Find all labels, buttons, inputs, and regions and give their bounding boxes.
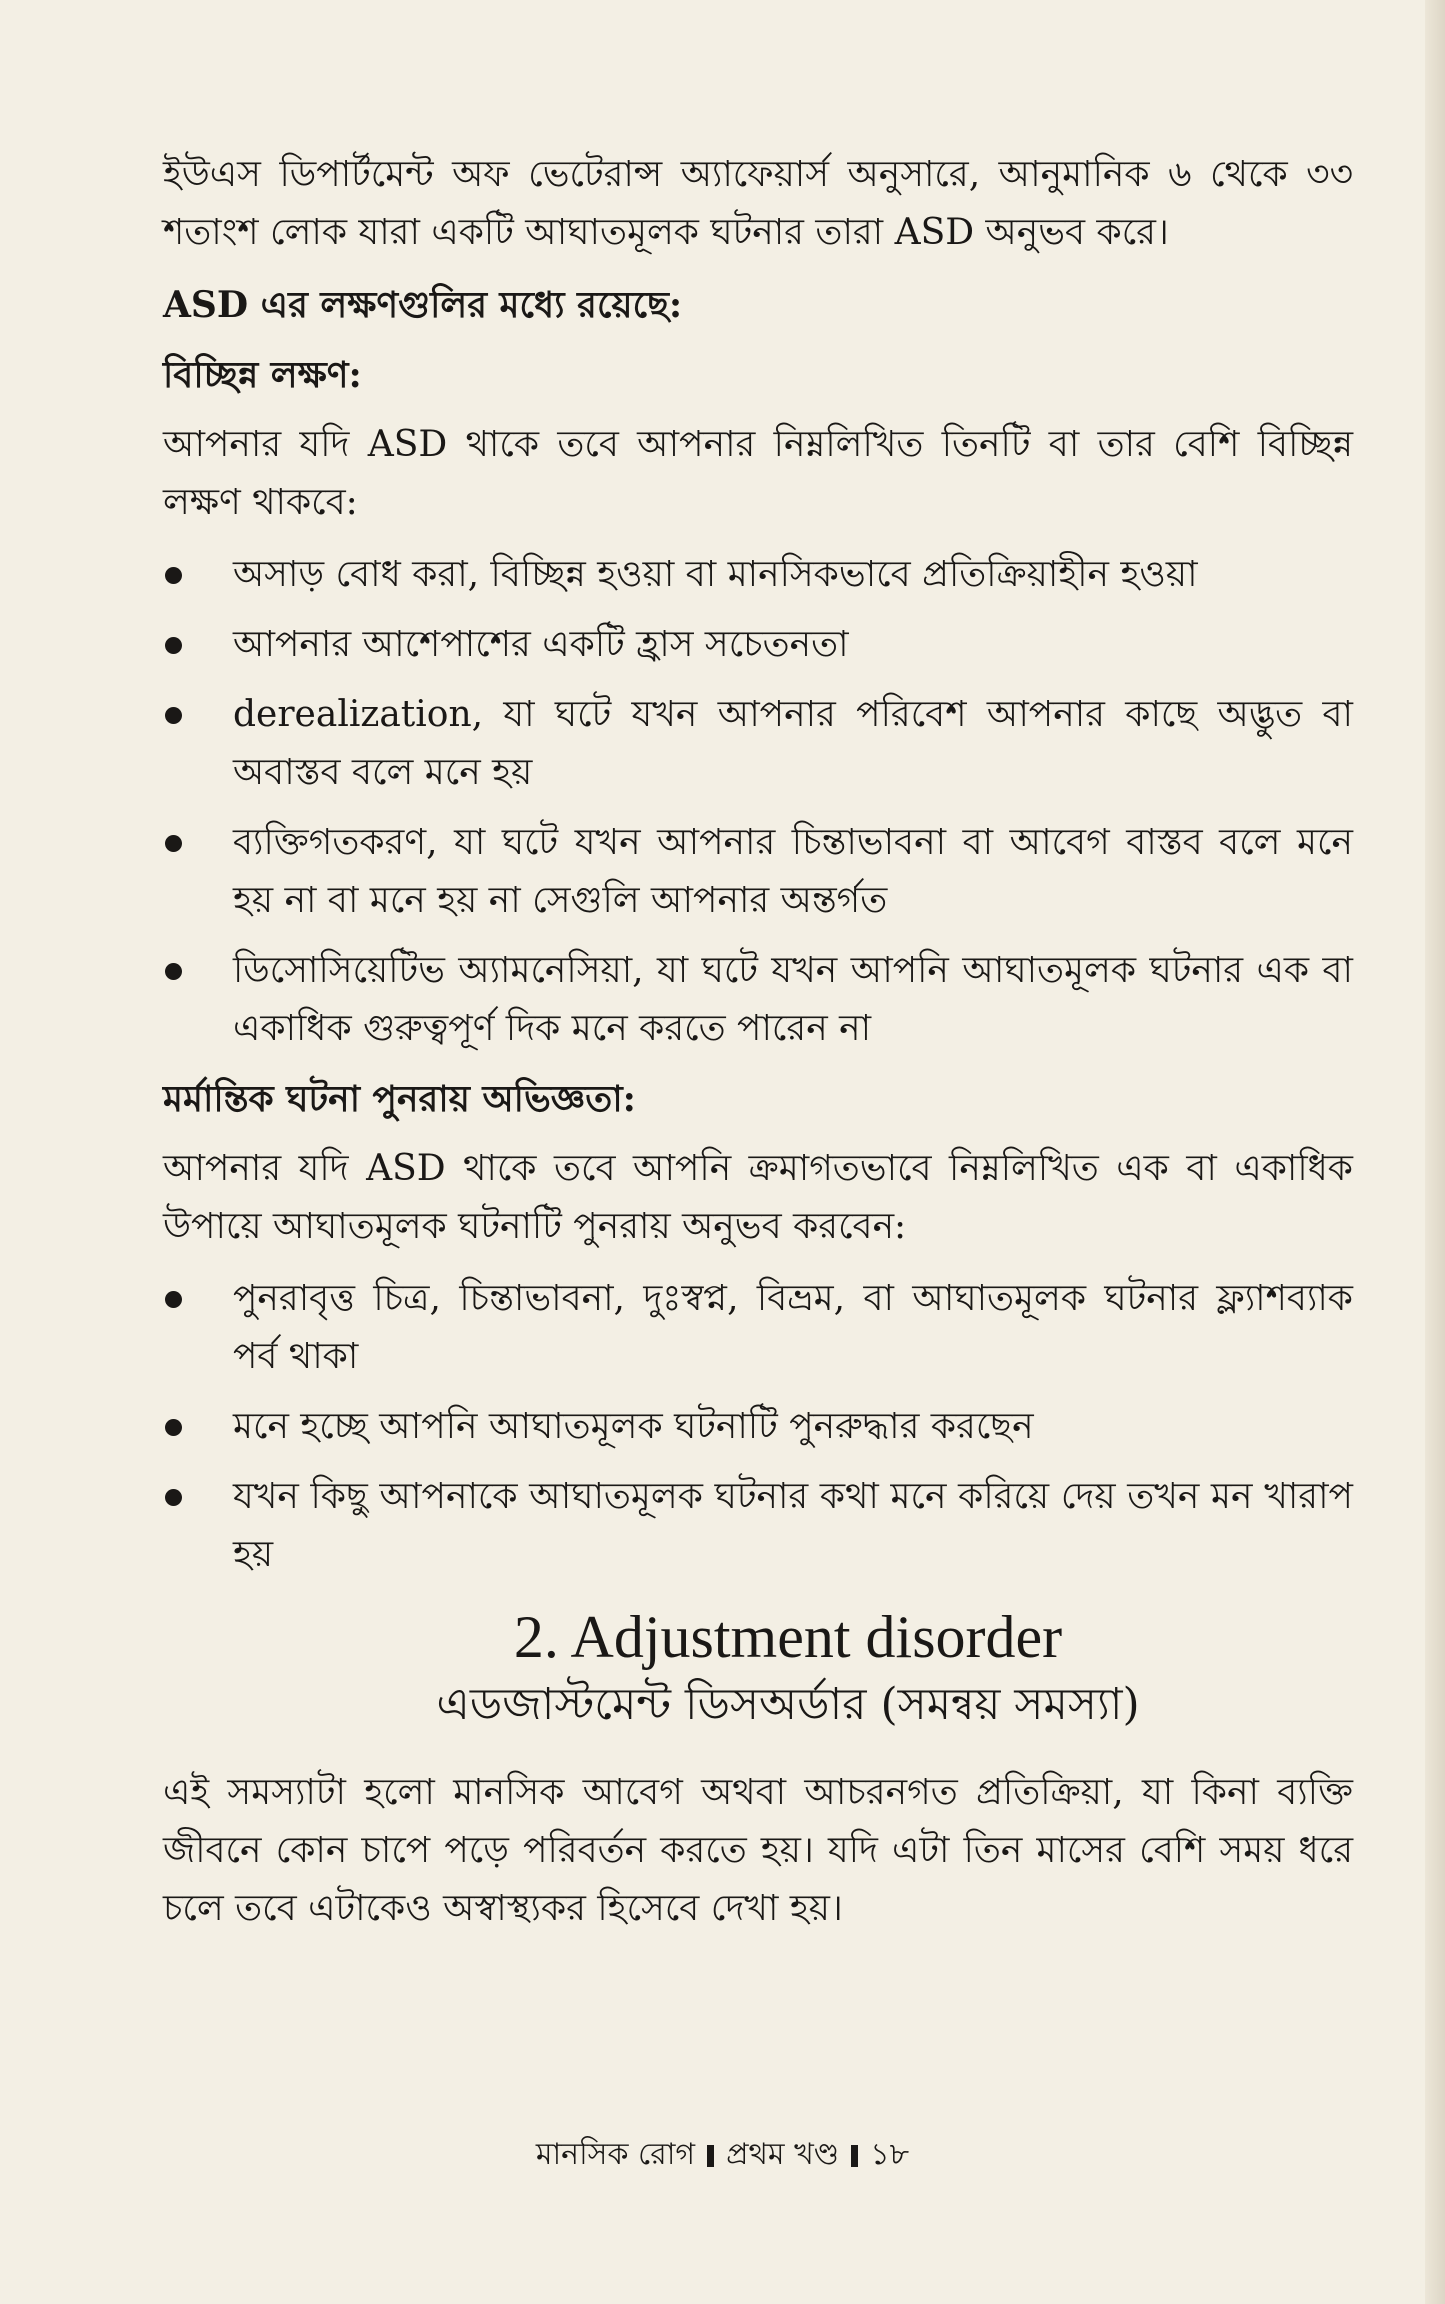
page-footer — [0, 2135, 1445, 2175]
list-item — [163, 1398, 1353, 1456]
list-item-text: ব্যক্তিগতকরণ, যা ঘটে যখন আপনার চিন্তাভাবনা বা আবেগ বাস্তব বলে মনে হয় না বা মনে হয় না সেগুলি আপনার অন্তর্গত — [233, 822, 1353, 921]
list-item-text: মনে হচ্ছে আপনি আঘাতমূলক ঘটনাটি পুনরুদ্ধার করছেন — [233, 1406, 1034, 1447]
list-item-text: derealization, যা ঘটে যখন আপনার পরিবেশ আপনার কাছে অদ্ভুত বা অবাস্তব বলে মনে হয় — [233, 694, 1353, 793]
section-paragraph: এই সমস্যাটা হলো মানসিক আবেগ অথবা আচরনগত প্রতিক্রিয়া, যা কিনা ব্যক্তি জীবনে কোন চাপে পড়ে পরিবর্তন করতে হয়। যদি এটা তিন মাসের বেশি সময় ধরে চলে তবে এটাকেও অস্বাস্থ্যকর হিসেবে দেখা হয়। — [163, 1772, 1353, 1929]
dissociative-intro: আপনার যদি ASD থাকে তবে আপনার নিম্নলিখিত তিনটি বা তার বেশি বিচ্ছিন্ন লক্ষণ থাকবে: — [163, 424, 1353, 523]
page-edge-shadow — [1425, 0, 1445, 2304]
dissociative-heading: বিচ্ছিন্ন লক্ষণ: — [163, 354, 362, 396]
bullet-icon — [165, 637, 182, 654]
bullet-icon — [165, 567, 182, 584]
bullet-icon — [165, 963, 182, 980]
list-item-text: অসাড় বোধ করা, বিচ্ছিন্ন হওয়া বা মানসিকভাবে প্রতিক্রিয়াহীন হওয়া — [233, 554, 1198, 595]
reexperiencing-heading: মর্মান্তিক ঘটনা পুনরায় অভিজ্ঞতা: — [163, 1078, 636, 1120]
section-title: 2. Adjustment disorder — [513, 1604, 1063, 1670]
list-item — [163, 1270, 1353, 1386]
bullet-icon — [165, 1489, 182, 1506]
bullet-icon — [165, 835, 182, 852]
list-item-text: যখন কিছু আপনাকে আঘাতমূলক ঘটনার কথা মনে করিয়ে দেয় তখন মন খারাপ হয় — [233, 1476, 1353, 1575]
dissociative-list — [163, 546, 1353, 1058]
section-subtitle: এডজাস্টমেন্ট ডিসঅর্ডার (সমন্বয় সমস্যা) — [436, 1679, 1140, 1730]
list-item — [163, 546, 1353, 604]
list-item-text: আপনার আশেপাশের একটি হ্রাস সচেতনতা — [233, 624, 849, 665]
bullet-icon — [165, 1419, 182, 1436]
page-number: ১৮ — [870, 2137, 910, 2172]
list-item — [163, 686, 1353, 802]
list-item — [163, 814, 1353, 930]
separator-icon — [707, 2145, 714, 2167]
list-item-text: ডিসোসিয়েটিভ অ্যামনেসিয়া, যা ঘটে যখন আপনি আঘাতমূলক ঘটনার এক বা একাধিক গুরুত্বপূর্ণ দিক মনে করতে পারেন না — [233, 950, 1353, 1049]
footer-book-title: মানসিক রোগ — [535, 2137, 696, 2172]
list-item — [163, 1468, 1353, 1584]
list-item — [163, 942, 1353, 1058]
symptoms-heading: ASD এর লক্ষণগুলির মধ্যে রয়েছে: — [163, 284, 683, 326]
intro-paragraph: ইউএস ডিপার্টমেন্ট অফ ভেটেরান্স অ্যাফেয়ার্স অনুসারে, আনুমানিক ৬ থেকে ৩৩ শতাংশ লোক যারা একটি আঘাতমূলক ঘটনার তারা ASD অনুভব করে। — [163, 154, 1353, 253]
footer-volume: প্রথম খণ্ড — [726, 2137, 840, 2172]
reexperiencing-list — [163, 1270, 1353, 1584]
list-item — [163, 616, 1353, 674]
separator-icon — [851, 2145, 858, 2167]
bullet-icon — [165, 707, 182, 724]
list-item-text: পুনরাবৃত্ত চিত্র, চিন্তাভাবনা, দুঃস্বপ্ন, বিভ্রম, বা আঘাতমূলক ঘটনার ফ্ল্যাশব্যাক পর্ব থাকা — [233, 1278, 1353, 1377]
bullet-icon — [165, 1291, 182, 1308]
reexperiencing-intro: আপনার যদি ASD থাকে তবে আপনি ক্রমাগতভাবে নিম্নলিখিত এক বা একাধিক উপায়ে আঘাতমূলক ঘটনাটি পুনরায় অনুভব করবেন: — [163, 1148, 1353, 1247]
page-body — [163, 146, 1353, 1952]
